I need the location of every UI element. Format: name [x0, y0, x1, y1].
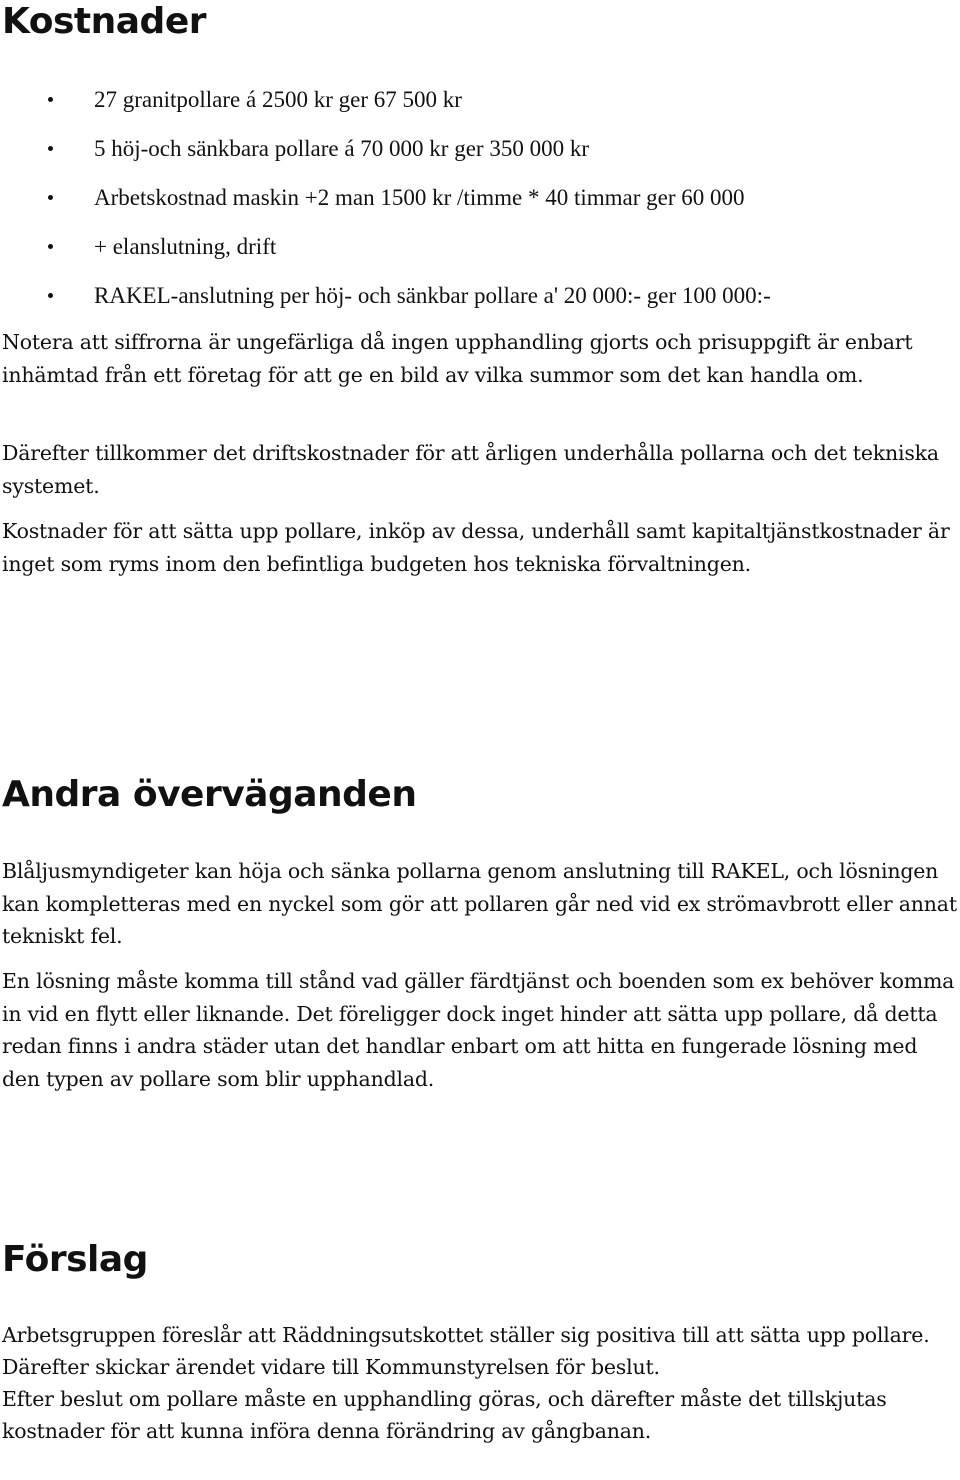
bullet-icon	[48, 195, 53, 200]
proposal-text-block	[2, 1319, 958, 1447]
list-item-text: Arbetskostnad maskin +2 man 1500 kr /timme * 40 timmar ger 60 000	[94, 185, 745, 210]
list-item	[0, 127, 960, 176]
paragraph-budget: Kostnader för att sätta upp pollare, inköp av dessa, underhåll samt kapitaltjänstkostnader är inget som ryms inom den befintliga budgeten hos tekniska förvaltningen.	[2, 519, 950, 576]
section-heading-andra-overvaganden: Andra överväganden	[2, 774, 417, 815]
list-item-text: + elanslutning, drift	[94, 234, 277, 259]
list-item	[0, 78, 960, 127]
bullet-icon	[48, 244, 53, 249]
list-item	[0, 176, 960, 225]
paragraph-losning: En lösning måste komma till stånd vad gäller färdtjänst och boenden som ex behöver komma in vid en flytt eller liknande. Det föreligger dock inget hinder att sätta upp pollare, då detta redan finns i andra städer utan det handlar enbart om att hitta en fungerade lösning med den typen av pollare som blir upphandlad.	[2, 969, 955, 1091]
proposal-line: Därefter skickar ärendet vidare till Kommunstyrelsen för beslut.	[2, 1355, 660, 1379]
bullet-icon	[48, 146, 53, 151]
paragraph-notera: Notera att siffrorna är ungefärliga då ingen upphandling gjorts och prisuppgift är enbart inhämtad från ett företag för att ge en bild av vilka summor som det kan handla om.	[2, 330, 913, 387]
list-item	[0, 225, 960, 274]
list-item-text: 27 granitpollare á 2500 kr ger 67 500 kr	[94, 87, 462, 112]
bullet-icon	[48, 293, 53, 298]
list-item-text: RAKEL-anslutning per höj- och sänkbar pollare a' 20 000:- ger 100 000:-	[94, 283, 771, 308]
paragraph-blaljus: Blåljusmyndigeter kan höja och sänka pollarna genom anslutning till RAKEL, och lösningen kan kompletteras med en nyckel som gör att pollaren går ned vid ex strömavbrott eller annat tekniskt fel.	[2, 859, 957, 948]
bullet-icon	[48, 97, 53, 102]
paragraph-driftskostnader: Därefter tillkommer det driftskostnader för att årligen underhålla pollarna och det tekniska systemet.	[2, 441, 939, 498]
section-heading-kostnader: Kostnader	[2, 1, 206, 42]
cost-bullet-list	[0, 78, 960, 323]
list-item-text: 5 höj-och sänkbara pollare á 70 000 kr ger 350 000 kr	[94, 136, 589, 161]
section-heading-forslag: Förslag	[2, 1239, 148, 1280]
proposal-line: Arbetsgruppen föreslår att Räddningsutskottet ställer sig positiva till att sätta upp pollare.	[2, 1323, 930, 1347]
proposal-line: Efter beslut om pollare måste en upphandling göras, och därefter måste det tillskjutas kostnader för att kunna införa denna förändring av gångbanan.	[2, 1387, 887, 1443]
list-item	[0, 274, 960, 323]
